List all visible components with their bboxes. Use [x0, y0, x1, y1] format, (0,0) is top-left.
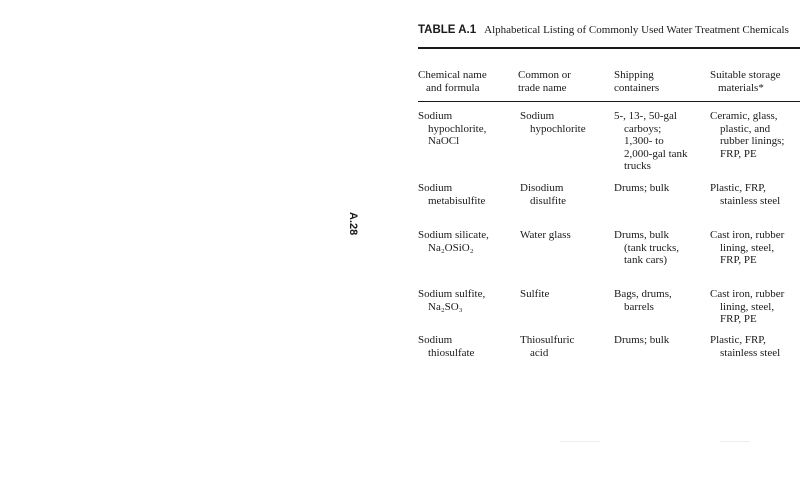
row-5-trade-name: Thiosulfuric acid [520, 334, 575, 359]
table-caption [418, 24, 800, 36]
row-2-containers: Drums; bulk [614, 182, 670, 194]
row-3-trade-name: Water glass [520, 229, 571, 241]
row-1-storage: Ceramic, glass, plastic, and rubber linings; FRP, PE [710, 110, 785, 160]
row-1-containers: 5-, 13-, 50-gal carboys; 1,300- to 2,000-gal tank trucks [614, 110, 688, 172]
row-3-containers: Drums, bulk (tank trucks, tank cars) [614, 229, 679, 266]
row-4-trade-name: Sulfite [520, 288, 550, 300]
header-shipping-containers: Shipping containers [614, 69, 660, 94]
row-2-trade-name: Disodium disulfite [520, 182, 567, 207]
row-5-storage: Plastic, FRP, stainless steel [710, 334, 781, 359]
row-2-storage: Plastic, FRP, stainless steel [710, 182, 781, 207]
row-5-containers: Drums; bulk [614, 334, 670, 346]
header-storage-materials: Suitable storage materials* [710, 69, 781, 94]
scan-artifact [560, 441, 600, 442]
row-3-chemical: Sodium silicate, Na₂OSiO₂ [418, 229, 489, 254]
row-5-chemical: Sodium thiosulfate [418, 334, 475, 359]
page-number: A.28 [347, 212, 359, 236]
table-top-rule [418, 47, 800, 49]
header-chemical-name: Chemical name and formula [418, 69, 487, 94]
row-4-chemical: Sodium sulfite, Na₂SO₃ [418, 288, 486, 313]
row-3-storage: Cast iron, rubber lining, steel, FRP, PE [710, 229, 785, 266]
row-1-trade-name: Sodium hypochlorite [520, 110, 586, 135]
row-4-containers: Bags, drums, barrels [614, 288, 672, 313]
table-title: Alphabetical Listing of Commonly Used Water Treatment Chemicals [484, 24, 789, 36]
table-label: TABLE A.1 [418, 24, 477, 36]
row-1-chemical: Sodium hypochlorite, NaOCl [418, 110, 487, 147]
header-rule [418, 101, 800, 102]
row-4-storage: Cast iron, rubber lining, steel, FRP, PE [710, 288, 785, 325]
scan-artifact [720, 441, 750, 442]
row-2-chemical: Sodium metabisulfite [418, 182, 486, 207]
header-trade-name: Common or trade name [518, 69, 571, 94]
